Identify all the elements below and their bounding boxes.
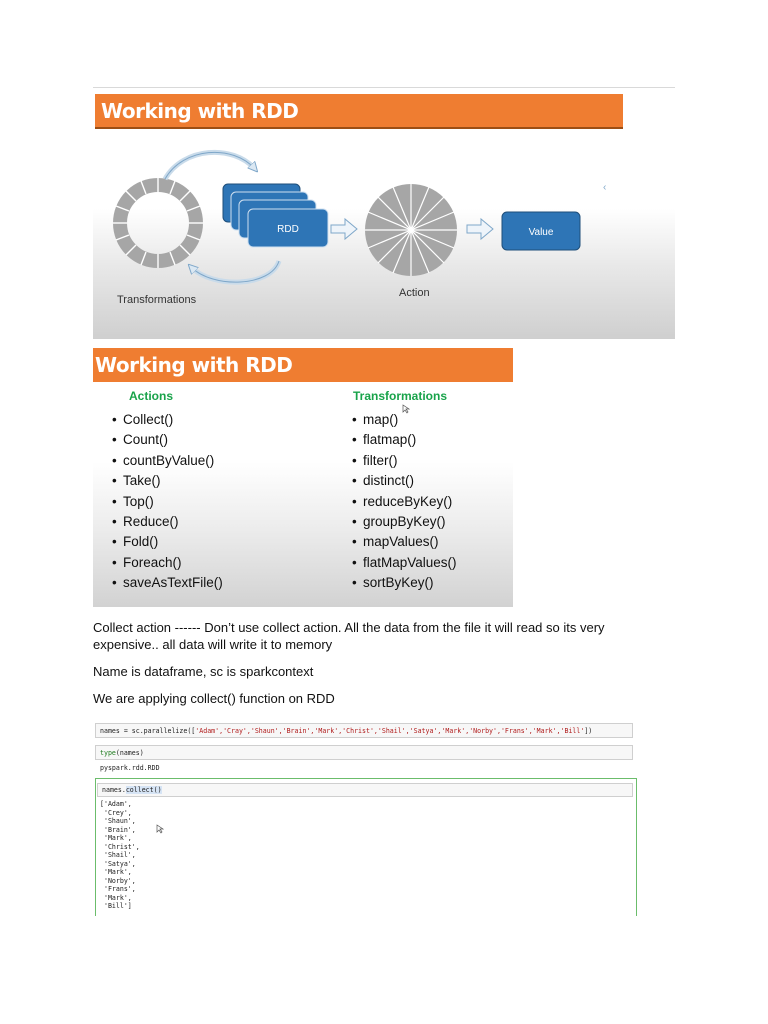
list-item: • filter()	[352, 451, 457, 471]
list-item: • sortByKey()	[352, 573, 457, 593]
list-item: 'Frans',	[100, 885, 136, 893]
code-text: names = sc.parallelize([	[100, 726, 196, 735]
slide1-title: Working with RDD	[95, 94, 623, 129]
action-wheel-icon	[365, 184, 457, 276]
chevron-left-icon: ‹	[603, 182, 607, 193]
list-item: 'Mark',	[100, 893, 132, 902]
block-arrow-icon	[467, 219, 493, 239]
list-item: • flatMapValues()	[352, 553, 457, 573]
list-item: 'Christ',	[100, 842, 140, 851]
code-cell-collect[interactable]	[97, 783, 633, 797]
active-cell-border	[95, 778, 637, 916]
list-item: • Count()	[112, 430, 223, 450]
list-item: 'Shail',	[100, 851, 136, 859]
list-item: • flatmap()	[352, 430, 457, 450]
list-item: 'Norby',	[100, 876, 136, 885]
cursor-icon	[156, 824, 164, 834]
cursor-icon	[402, 404, 410, 414]
list-item: • Foreach()	[112, 553, 223, 573]
list-item: • Reduce()	[112, 512, 223, 532]
code-highlight: collect()	[125, 786, 162, 794]
list-item: • mapValues()	[352, 532, 457, 552]
page-top-rule	[93, 87, 675, 88]
transformations-ring-icon	[113, 178, 203, 268]
list-item: • map()	[352, 410, 457, 430]
code-string: 'Adam','Cray','Shaun','Brain','Mark','Christ','Shail','Satya','Mark','Norby','Frans','Mark','Bill'	[195, 726, 585, 735]
list-item: • countByValue()	[112, 451, 223, 471]
code-text: names.	[102, 786, 126, 794]
transformations-label: Transformations	[117, 294, 197, 306]
list-item: • Take()	[112, 471, 223, 491]
list-item: 'Bill']	[100, 902, 132, 910]
list-item: • Collect()	[112, 410, 223, 430]
code-cell-parallelize[interactable]	[95, 723, 633, 738]
collect-function-note: We are applying collect() function on RDD	[93, 691, 335, 706]
list-item: • Fold()	[112, 532, 223, 552]
code-cell-type[interactable]	[95, 745, 633, 760]
list-item: • groupByKey()	[352, 512, 457, 532]
slide2-title: Working with RDD	[93, 348, 513, 382]
curved-arrow-top-icon	[165, 152, 255, 179]
cell-output-type: pyspark.rdd.RDD	[100, 764, 160, 772]
transformations-heading: Transformations	[353, 389, 448, 403]
list-item: • saveAsTextFile()	[112, 573, 223, 593]
actions-list	[112, 410, 223, 594]
list-item: • distinct()	[352, 471, 457, 491]
list-item: ['Adam',	[100, 800, 132, 808]
collect-action-note: Collect action ------ Don’t use collect action. All the data from the file it will read so its very expensive.. all data will write it to memory	[93, 620, 605, 652]
list-item: 'Shaun',	[100, 817, 136, 825]
code-builtin: type	[100, 748, 116, 757]
code-text: (names)	[115, 748, 144, 757]
rdd-stack-icon	[223, 184, 328, 247]
action-label: Action	[399, 287, 430, 299]
list-item: 'Satya',	[100, 859, 136, 868]
block-arrow-icon	[331, 219, 357, 239]
list-item: 'Mark',	[100, 868, 132, 876]
actions-heading: Actions	[129, 389, 174, 403]
dataframe-note: Name is dataframe, sc is sparkcontext	[93, 664, 314, 679]
notebook-screenshot	[93, 718, 637, 916]
curved-arrow-bottom-icon	[191, 261, 279, 282]
list-item: • Top()	[112, 492, 223, 512]
rdd-box-label: RDD	[277, 224, 299, 235]
value-box-label: Value	[528, 227, 554, 238]
list-item: • reduceByKey()	[352, 492, 457, 512]
actions-transformations-slide	[93, 348, 513, 607]
code-text: ])	[584, 726, 593, 735]
collect-output	[100, 800, 140, 911]
list-item: 'Brain',	[100, 825, 136, 834]
list-item: 'Mark',	[100, 834, 132, 842]
rdd-diagram-slide	[93, 89, 675, 339]
transformations-list	[352, 410, 457, 594]
list-item: 'Crey',	[100, 808, 132, 817]
